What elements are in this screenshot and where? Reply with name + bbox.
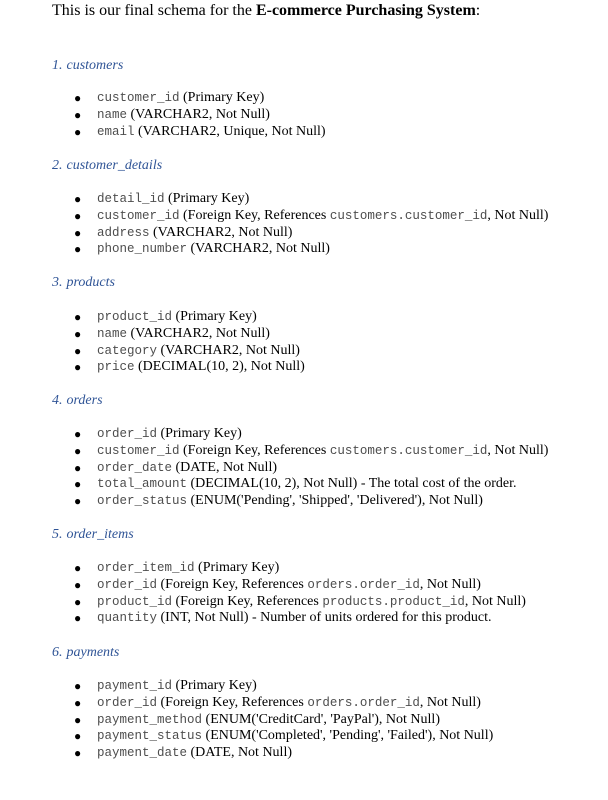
field-name: name — [97, 326, 128, 341]
field-name: payment_date — [97, 746, 188, 761]
section-name: customer_details — [66, 158, 163, 173]
list-item — [0, 191, 548, 208]
list-item — [0, 326, 305, 343]
field-name: order_id — [97, 577, 158, 592]
list-item — [0, 241, 548, 258]
field-desc: (VARCHAR2, Not Null) — [127, 106, 270, 122]
section-number: 2. — [52, 158, 63, 173]
section-name: payments — [66, 645, 120, 660]
bullet-icon: ● — [74, 208, 82, 223]
field-name: payment_method — [97, 712, 203, 727]
section-name: products — [66, 275, 115, 290]
field-desc: (ENUM('CreditCard', 'PayPal'), Not Null) — [202, 711, 440, 727]
field-desc: (DATE, Not Null) — [172, 459, 278, 475]
field-name: order_id — [97, 427, 158, 441]
bullet-icon: ● — [74, 443, 82, 458]
bullet-icon: ● — [74, 561, 82, 575]
field-ref: orders.order_id — [307, 577, 420, 592]
section-heading-order-items — [52, 527, 138, 543]
field-name: customer_id — [97, 443, 180, 458]
intro-text: This is our final schema for the — [52, 2, 256, 19]
field-desc-end: , Not Null) — [487, 207, 549, 223]
field-name: order_id — [97, 695, 158, 710]
field-desc: (VARCHAR2, Unique, Not Null) — [134, 123, 326, 139]
field-name: payment_id — [97, 679, 173, 693]
field-name: customer_id — [97, 91, 180, 105]
list-item — [0, 695, 493, 712]
field-desc: (VARCHAR2, Not Null) — [127, 325, 270, 341]
field-list-payments — [0, 678, 493, 762]
field-name: customer_id — [97, 208, 180, 223]
list-item — [0, 208, 548, 225]
bullet-icon: ● — [74, 91, 82, 105]
intro-suffix: : — [475, 2, 481, 19]
list-item — [0, 426, 548, 443]
field-desc: (Foreign Key, References — [179, 442, 330, 458]
section-name: orders — [66, 393, 103, 408]
field-desc: (DATE, Not Null) — [187, 745, 293, 761]
list-item — [0, 309, 305, 326]
field-ref: products.product_id — [322, 594, 465, 609]
bullet-icon: ● — [74, 477, 82, 492]
field-name: product_id — [97, 594, 173, 609]
field-desc: (Primary Key) — [164, 191, 250, 206]
bullet-icon: ● — [74, 611, 82, 626]
section-number: 5. — [52, 527, 63, 542]
list-item — [0, 728, 493, 745]
bullet-icon: ● — [74, 594, 82, 609]
field-ref: customers.customer_id — [329, 208, 488, 223]
field-desc: (VARCHAR2, Not Null) — [149, 224, 293, 240]
field-name: address — [97, 225, 150, 240]
list-item — [0, 493, 548, 510]
field-desc: (VARCHAR2, Not Null) — [157, 342, 300, 358]
bullet-icon: ● — [74, 107, 82, 122]
list-item — [0, 460, 548, 477]
field-desc: (Primary Key) — [179, 90, 265, 105]
bullet-icon: ● — [74, 124, 82, 139]
field-name: order_item_id — [97, 561, 195, 575]
bullet-icon: ● — [74, 712, 82, 727]
list-item — [0, 225, 548, 242]
list-item — [0, 343, 305, 360]
field-desc: (DECIMAL(10, 2), Not Null) - The total cost of the order. — [187, 476, 517, 492]
list-item — [0, 678, 493, 695]
section-heading-products — [52, 275, 119, 291]
field-desc: (ENUM('Completed', 'Pending', 'Failed'), Not Null) — [202, 728, 494, 744]
field-name: detail_id — [97, 192, 165, 206]
field-desc-end: , Not Null) — [464, 593, 526, 609]
section-name: order_items — [66, 527, 134, 542]
bullet-icon: ● — [74, 427, 82, 441]
list-item — [0, 712, 493, 729]
bullet-icon: ● — [74, 310, 82, 324]
field-name: product_id — [97, 310, 173, 324]
field-desc: (Foreign Key, References — [179, 207, 330, 223]
bullet-icon: ● — [74, 679, 82, 693]
field-desc-end: , Not Null) — [419, 576, 481, 592]
bullet-icon: ● — [74, 343, 82, 358]
list-item — [0, 107, 326, 124]
section-heading-customer-details — [52, 158, 166, 174]
field-name: payment_status — [97, 729, 203, 744]
field-desc: (INT, Not Null) - Number of units ordered for this product. — [157, 610, 492, 626]
bullet-icon: ● — [74, 242, 82, 257]
field-desc: (Foreign Key, References — [157, 694, 308, 710]
field-desc-end: , Not Null) — [487, 442, 549, 458]
field-ref: customers.customer_id — [329, 443, 488, 458]
field-name: quantity — [97, 611, 158, 626]
bullet-icon: ● — [74, 746, 82, 761]
field-desc: (Primary Key) — [172, 678, 257, 693]
section-number: 6. — [52, 645, 63, 660]
list-item — [0, 359, 305, 376]
list-item — [0, 90, 326, 107]
bullet-icon: ● — [74, 695, 82, 710]
field-desc: (Primary Key) — [194, 560, 280, 575]
field-desc: (DECIMAL(10, 2), Not Null) — [134, 359, 305, 375]
list-item — [0, 577, 526, 594]
section-heading-customers — [52, 58, 127, 74]
bullet-icon: ● — [74, 225, 82, 240]
field-desc: (Primary Key) — [157, 426, 242, 441]
list-item — [0, 124, 326, 141]
section-name: customers — [66, 58, 124, 73]
field-list-customer-details — [0, 191, 548, 258]
list-item — [0, 594, 526, 611]
field-desc: (VARCHAR2, Not Null) — [187, 241, 330, 257]
field-name: phone_number — [97, 242, 188, 257]
section-number: 3. — [52, 275, 63, 290]
field-list-products — [0, 309, 305, 376]
list-item — [0, 610, 526, 627]
field-desc: (Primary Key) — [172, 309, 257, 324]
section-heading-orders — [52, 393, 107, 409]
bullet-icon: ● — [74, 494, 82, 509]
field-desc: (Foreign Key, References — [157, 576, 308, 592]
bullet-icon: ● — [74, 460, 82, 475]
field-name: total_amount — [97, 477, 188, 492]
list-item — [0, 443, 548, 460]
bullet-icon: ● — [74, 577, 82, 592]
system-name: E-commerce Purchasing System — [255, 2, 476, 19]
field-list-customers — [0, 90, 326, 140]
list-item — [0, 476, 548, 493]
field-name: email — [97, 124, 135, 139]
field-list-orders — [0, 426, 548, 510]
bullet-icon: ● — [74, 326, 82, 341]
section-heading-payments — [52, 645, 123, 661]
list-item — [0, 560, 526, 577]
field-name: order_date — [97, 460, 173, 475]
field-ref: orders.order_id — [307, 695, 420, 710]
field-name: price — [97, 360, 135, 375]
field-desc: (ENUM('Pending', 'Shipped', 'Delivered'), Not Null) — [187, 493, 483, 509]
field-desc-end: , Not Null) — [419, 694, 481, 710]
section-number: 4. — [52, 393, 63, 408]
field-desc: (Foreign Key, References — [172, 593, 323, 609]
field-name: order_status — [97, 494, 188, 509]
bullet-icon: ● — [74, 192, 82, 206]
intro-paragraph — [52, 2, 480, 20]
bullet-icon: ● — [74, 360, 82, 375]
field-name: category — [97, 343, 158, 358]
field-list-order-items — [0, 560, 526, 627]
bullet-icon: ● — [74, 729, 82, 744]
list-item — [0, 745, 493, 762]
section-number: 1. — [52, 58, 63, 73]
field-name: name — [97, 107, 128, 122]
